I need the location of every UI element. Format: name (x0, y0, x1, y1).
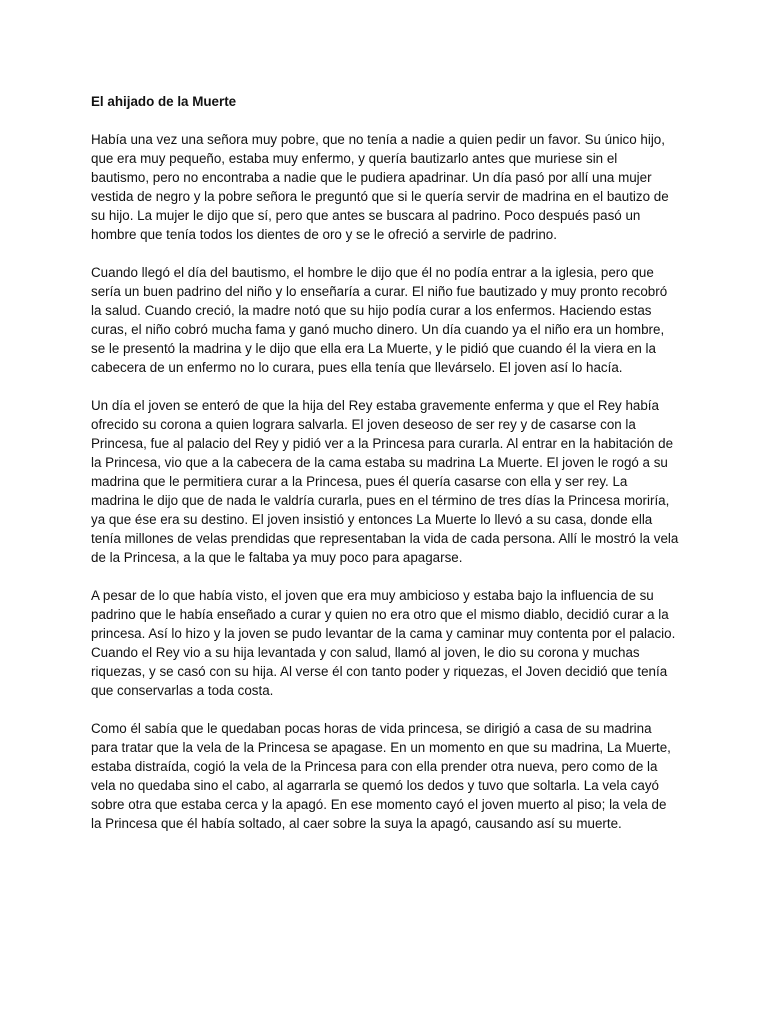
paragraph-2: Cuando llegó el día del bautismo, el hombre le dijo que él no podía entrar a la iglesia, pero que sería un buen padrino del niño y lo enseñaría a curar. El niño fue bautizado y muy pronto recobró la salud. Cuando creció, la madre notó que su hijo podía curar a los enfermos. Haciendo estas curas, el niño cobró mucha fama y ganó mucho dinero. Un día cuando ya el niño era un hombre, se le presentó la madrina y le dijo que ella era La Muerte, y le pidió que cuando él la viera en la cabecera de un enfermo no lo curara, pues ella tenía que llevárselo. El joven así lo hacía. (91, 265, 668, 375)
document-body (91, 92, 679, 852)
paragraph-1: Había una vez una señora muy pobre, que no tenía a nadie a quien pedir un favor. Su único hijo, que era muy pequeño, estaba muy enfermo, y quería bautizarlo antes que muriese sin el bautismo, pero no encontraba a nadie que le pudiera apadrinar. Un día pasó por allí una mujer vestida de negro y la pobre señora le preguntó que si le quería servir de madrina en el bautizo de su hijo. La mujer le dijo que sí, pero que antes se buscara al padrino. Poco después pasó un hombre que tenía todos los dientes de oro y se le ofreció a servirle de padrino. (91, 132, 669, 242)
paragraph-3: Un día el joven se enteró de que la hija del Rey estaba gravemente enferma y que el Rey había ofrecido su corona a quien lograra salvarla. El joven deseoso de ser rey y de casarse con la Princesa, fue al palacio del Rey y pidió ver a la Princesa para curarla. Al entrar en la habitación de la Princesa, vio que a la cabecera de la cama estaba su madrina La Muerte. El joven le rogó a su madrina que le permitiera curar a la Princesa, pues él quería casarse con ella y ser rey. La madrina le dijo que de nada le valdría curarla, pues en el término de tres días la Princesa moriría, ya que ése era su destino. El joven insistió y entonces La Muerte lo llevó a su casa, donde ella tenía millones de velas prendidas que representaban la vida de cada persona. Allí le mostró la vela de la Princesa, a la que le faltaba ya muy poco para apagarse. (91, 398, 679, 565)
paragraph-4: A pesar de lo que había visto, el joven que era muy ambicioso y estaba bajo la influencia de su padrino que le había enseñado a curar y quien no era otro que el mismo diablo, decidió curar a la princesa. Así lo hizo y la joven se pudo levantar de la cama y caminar muy contenta por el palacio. Cuando el Rey vio a su hija levantada y con salud, llamó al joven, le dio su corona y muchas riquezas, y se casó con su hija. Al verse él con tanto poder y riquezas, el Joven decidió que tenía que conservarlas a toda costa. (91, 588, 676, 698)
paragraph-5: Como él sabía que le quedaban pocas horas de vida princesa, se dirigió a casa de su madrina para tratar que la vela de la Princesa se apagase. En un momento en que su madrina, La Muerte, estaba distraída, cogió la vela de la Princesa para con ella prender otra nueva, pero como de la vela no quedaba sino el cabo, al agarrarla se quemó los dedos y tuvo que soltarla. La vela cayó sobre otra que estaba cerca y la apagó. En ese momento cayó el joven muerto al piso; la vela de la Princesa que él había soltado, al caer sobre la suya la apagó, causando así su muerte. (91, 721, 671, 831)
document-title: El ahijado de la Muerte (91, 94, 237, 109)
